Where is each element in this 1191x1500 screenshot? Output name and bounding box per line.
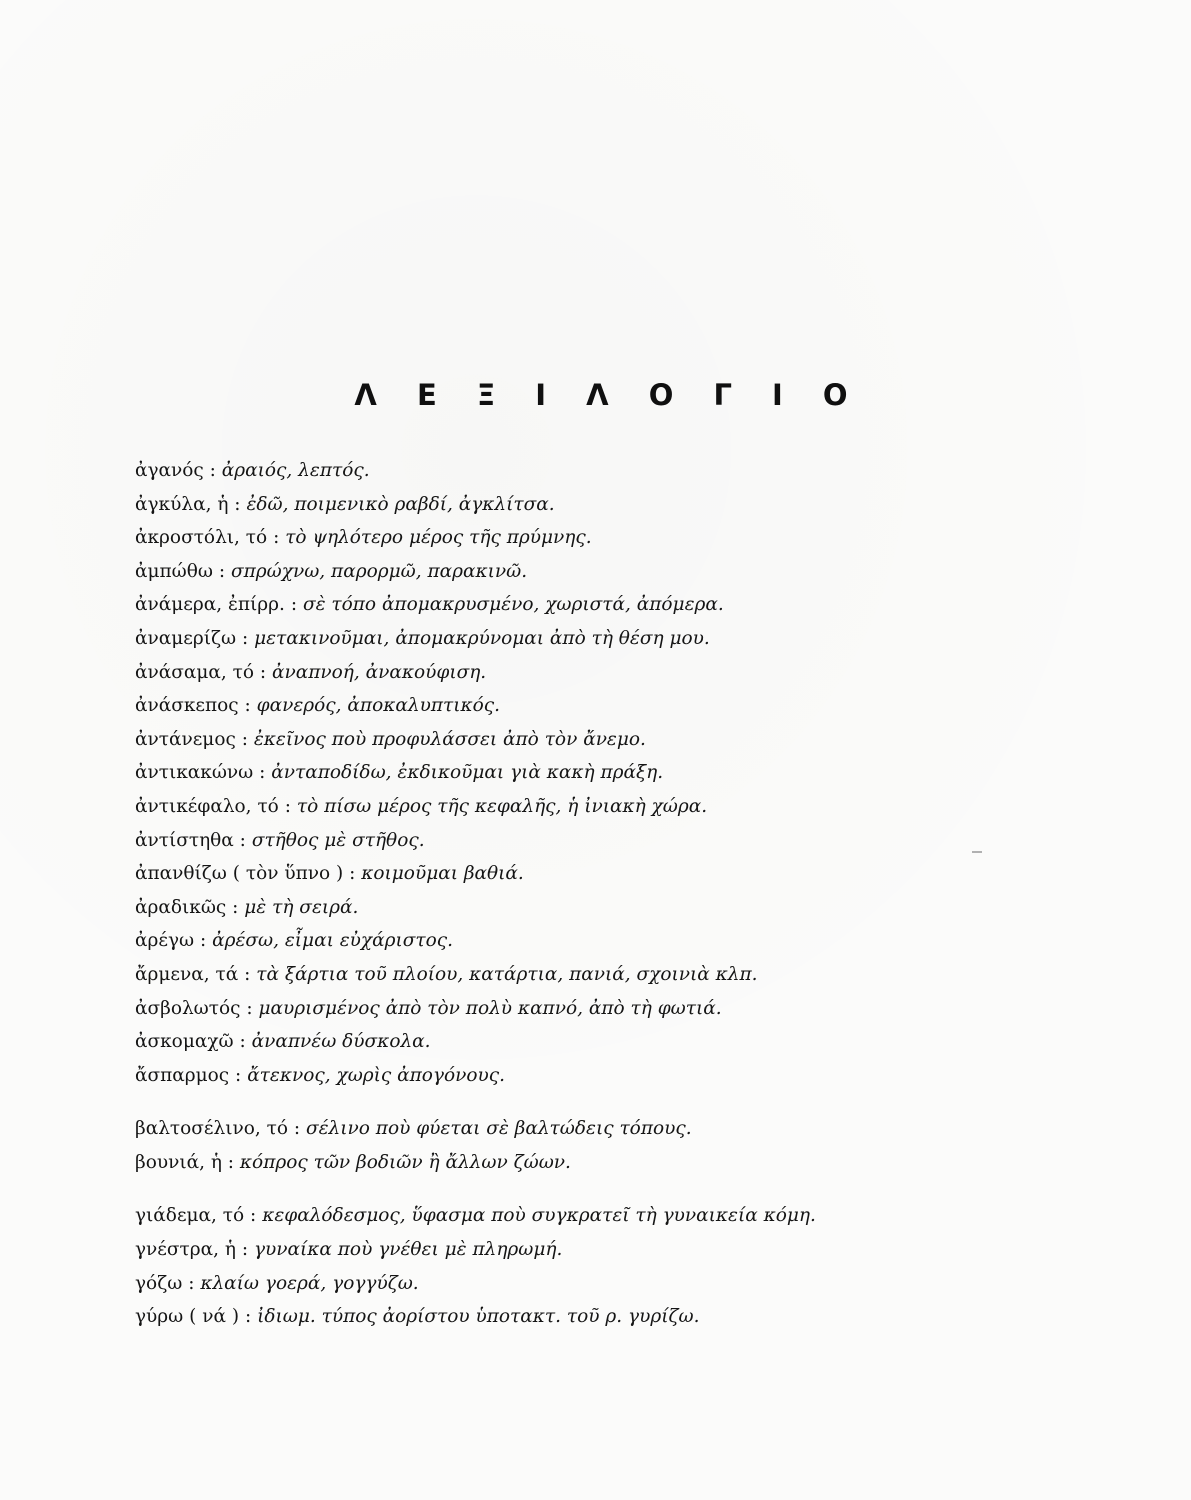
entry-definition: σὲ τόπο ἀπομακρυσμένο, χωριστά, ἀπόμερα. (302, 594, 724, 616)
glossary-entry (135, 824, 1135, 858)
glossary-group-alpha (135, 454, 1135, 1092)
glossary-entry (135, 857, 1135, 891)
entry-term: ἀγκύλα, ἡ : (135, 493, 241, 515)
entry-definition: ἀναπνοή, ἀνακούφιση. (272, 661, 487, 683)
entry-definition: γυναίκα ποὺ γνέθει μὲ πληρωμή. (253, 1239, 563, 1261)
glossary-entry (135, 1233, 1135, 1267)
glossary-entry (135, 488, 1135, 522)
entry-term: ἀρέγω : (135, 930, 207, 952)
entry-definition: ἀραιός, λεπτός. (221, 460, 370, 481)
glossary-entry (135, 588, 1135, 622)
entry-definition: τὰ ξάρτια τοῦ πλοίου, κατάρτια, πανιά, σχοινιὰ κλπ. (256, 963, 758, 985)
entry-term: ἀραδικῶς : (135, 896, 239, 918)
entry-term: ἀντίστηθα : (135, 829, 246, 851)
glossary-entry (135, 756, 1135, 790)
entry-definition: τὸ πίσω μέρος τῆς κεφαλῆς, ἡ ἰνιακὴ χώρα. (296, 795, 708, 817)
glossary-entry (135, 1300, 1135, 1334)
entry-term: ἄρμενα, τά : (135, 963, 251, 985)
scan-speck (972, 851, 982, 853)
entry-definition: μετακινοῦμαι, ἀπομακρύνομαι ἀπὸ τὴ θέση μου. (254, 627, 710, 649)
entry-definition: στῆθος μὲ στῆθος. (251, 829, 425, 851)
entry-definition: κόπρος τῶν βοδιῶν ἢ ἄλλων ζώων. (239, 1151, 571, 1173)
glossary (135, 454, 1135, 1334)
entry-definition: μαυρισμένος ἀπὸ τὸν πολὺ καπνό, ἀπὸ τὴ φωτιά. (258, 997, 722, 1019)
glossary-entry (135, 1059, 1135, 1093)
glossary-entry (135, 454, 1135, 488)
entry-definition: σέλινο ποὺ φύεται σὲ βαλτώδεις τόπους. (306, 1118, 692, 1140)
glossary-entry (135, 555, 1135, 589)
glossary-entry (135, 790, 1135, 824)
glossary-entry (135, 1146, 1135, 1180)
glossary-group-beta (135, 1112, 1135, 1179)
entry-definition: κοιμοῦμαι βαθιά. (361, 863, 524, 885)
glossary-entry (135, 723, 1135, 757)
entry-definition: ἀνταποδίδω, ἐκδικοῦμαι γιὰ κακὴ πράξη. (271, 762, 664, 784)
glossary-entry (135, 992, 1135, 1026)
entry-definition: φανερός, ἀποκαλυπτικός. (256, 695, 500, 717)
entry-term: ἀσβολωτός : (135, 997, 253, 1019)
entry-term: βαλτοσέλινο, τό : (135, 1118, 301, 1140)
entry-term: ἀνάσκεπος : (135, 695, 251, 717)
glossary-entry (135, 1112, 1135, 1146)
entry-definition: κλαίω γοερά, γογγύζω. (200, 1272, 419, 1294)
entry-definition: ἰδιωμ. τύπος ἀορίστου ὑποτακτ. τοῦ ρ. γυρίζω. (257, 1306, 700, 1328)
page-title: Λ Ε Ξ Ι Λ Ο Γ Ι Ο (354, 378, 863, 412)
entry-term: ἀγανός : (135, 460, 216, 481)
entry-definition: σπρώχνω, παρορμῶ, παρακινῶ. (231, 560, 528, 582)
entry-term: ἀκροστόλι, τό : (135, 527, 280, 549)
entry-definition: τὸ ψηλότερο μέρος τῆς πρύμνης. (285, 527, 592, 549)
entry-term: γιάδεμα, τό : (135, 1205, 257, 1227)
glossary-entry (135, 689, 1135, 723)
glossary-entry (135, 622, 1135, 656)
glossary-entry (135, 521, 1135, 555)
glossary-entry (135, 1025, 1135, 1059)
entry-term: ἀμπώθω : (135, 560, 226, 582)
entry-term: ἀντικέφαλο, τό : (135, 795, 291, 817)
glossary-entry (135, 1267, 1135, 1301)
entry-term: ἀπανθίζω ( τὸν ὕπνο ) : (135, 863, 356, 885)
glossary-entry (135, 891, 1135, 925)
entry-term: ἄσπαρμος : (135, 1064, 242, 1086)
glossary-group-gamma (135, 1199, 1135, 1333)
glossary-entry (135, 958, 1135, 992)
entry-term: γνέστρα, ἡ : (135, 1239, 249, 1261)
entry-term: ἀνάσαμα, τό : (135, 661, 267, 683)
entry-definition: ἐκεῖνος ποὺ προφυλάσσει ἀπὸ τὸν ἄνεμο. (253, 728, 646, 750)
entry-definition: ἀρέσω, εἶμαι εὐχάριστος. (212, 930, 453, 952)
entry-definition: κεφαλόδεσμος, ὕφασμα ποὺ συγκρατεῖ τὴ γυναικεία κόμη. (262, 1205, 816, 1227)
entry-definition: ἄτεκνος, χωρὶς ἀπογόνους. (247, 1064, 506, 1086)
glossary-entry (135, 656, 1135, 690)
glossary-entry (135, 1199, 1135, 1233)
entry-term: ἀντικακώνω : (135, 762, 266, 784)
entry-term: ἀναμερίζω : (135, 627, 249, 649)
entry-term: γόζω : (135, 1272, 195, 1294)
entry-term: ἀσκομαχῶ : (135, 1031, 246, 1053)
entry-definition: ἐδῶ, ποιμενικὸ ραβδί, ἀγκλίτσα. (246, 493, 555, 515)
entry-definition: μὲ τὴ σειρά. (244, 896, 359, 918)
entry-term: ἀνάμερα, ἐπίρρ. : (135, 594, 298, 616)
entry-term: γύρω ( νά ) : (135, 1306, 252, 1328)
entry-term: ἀντάνεμος : (135, 728, 248, 750)
glossary-entry (135, 924, 1135, 958)
entry-definition: ἀναπνέω δύσκολα. (251, 1031, 431, 1053)
entry-term: βουνιά, ἡ : (135, 1151, 235, 1173)
